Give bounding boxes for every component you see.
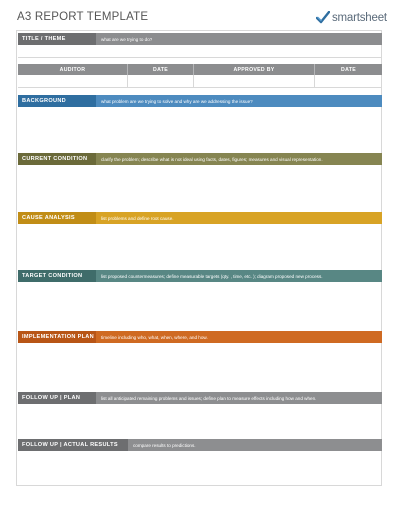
target-condition-label: TARGET CONDITION bbox=[18, 270, 96, 282]
approval-col-date-2: DATE bbox=[341, 66, 356, 73]
background-bar bbox=[18, 95, 382, 107]
background-label: BACKGROUND bbox=[18, 95, 96, 107]
logo-text: smartsheet bbox=[332, 12, 387, 24]
report-sheet bbox=[16, 30, 382, 486]
follow-up-results-bar bbox=[18, 439, 382, 451]
page-title: A3 REPORT TEMPLATE bbox=[17, 11, 149, 23]
follow-up-results-desc: compare results to predictions. bbox=[133, 442, 196, 448]
cause-analysis-bar bbox=[18, 212, 382, 224]
approval-cell-auditor[interactable] bbox=[18, 75, 128, 87]
target-condition-desc: list proposed countermeasures; define measurable targets (qty. , time, etc. ); diagram proposed new process. bbox=[101, 273, 323, 279]
checkmark-icon bbox=[316, 11, 330, 25]
implementation-plan-label: IMPLEMENTATION PLAN bbox=[18, 331, 96, 343]
approval-cell-date[interactable] bbox=[128, 75, 194, 87]
follow-up-plan-bar bbox=[18, 392, 382, 404]
smartsheet-logo bbox=[316, 10, 387, 26]
current-condition-label: CURRENT CONDITION bbox=[18, 153, 96, 165]
title-theme-input[interactable] bbox=[18, 46, 382, 58]
target-condition-bar bbox=[18, 270, 382, 282]
implementation-plan-desc: timeline including who, what, when, where, and how. bbox=[101, 334, 208, 340]
follow-up-plan-label: FOLLOW UP | PLAN bbox=[18, 392, 96, 404]
follow-up-results-label: FOLLOW UP | ACTUAL RESULTS bbox=[18, 439, 128, 451]
current-condition-desc: clarify the problem; describe what is not ideal using facts, dates, figures; measures and visual representation. bbox=[101, 156, 323, 162]
approval-col-auditor: AUDITOR bbox=[18, 64, 128, 75]
approval-header bbox=[18, 64, 382, 75]
title-theme-desc: what are we trying to do? bbox=[101, 36, 153, 42]
approval-cell-date-2[interactable] bbox=[315, 75, 382, 87]
title-theme-bar bbox=[18, 33, 382, 45]
approval-col-date: DATE bbox=[128, 64, 194, 75]
background-desc: what problem are we trying to solve and why are we addressing the issue? bbox=[101, 98, 253, 104]
approval-row bbox=[18, 75, 382, 88]
follow-up-plan-desc: list all anticipated remaining problems and issues; define plan to measure effects including how and when. bbox=[101, 395, 317, 401]
title-theme-label: TITLE / THEME bbox=[18, 33, 96, 45]
implementation-plan-bar bbox=[18, 331, 382, 343]
cause-analysis-label: CAUSE ANALYSIS bbox=[18, 212, 96, 224]
approval-col-approved-by: APPROVED BY bbox=[194, 64, 315, 75]
cause-analysis-desc: list problems and define root cause. bbox=[101, 215, 174, 221]
approval-cell-approved-by[interactable] bbox=[194, 75, 315, 87]
current-condition-bar bbox=[18, 153, 382, 165]
